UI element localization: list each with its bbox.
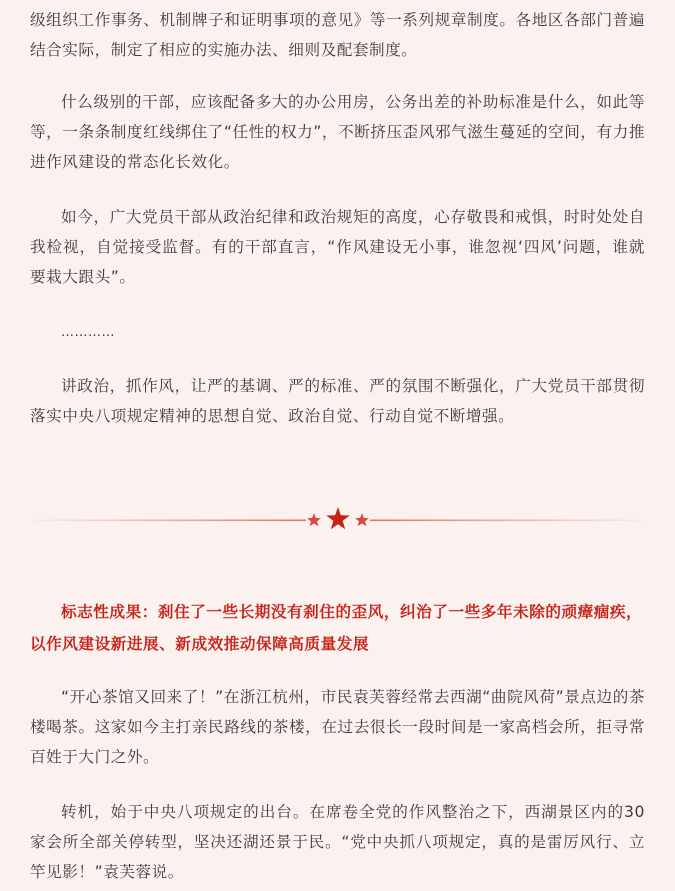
- star-left-icon: [307, 513, 321, 526]
- star-right-icon: [355, 513, 369, 526]
- divider-line-right: [370, 520, 654, 522]
- section-heading: 标志性成果：刹住了一些长期没有刹住的歪风，纠治了一些多年未除的顽瘴痼疾，以作风建设新进展、新成效推动保障高质量发展: [30, 603, 643, 653]
- paragraph-teahouse: “开心茶馆又回来了！”在浙江杭州，市民袁芙蓉经常去西湖“曲院风荷”景点边的茶楼喝茶。这家如今主打亲民路线的茶楼，在过去很长一段时间是一家高档会所，拒寻常百姓于大门之外。: [30, 688, 645, 766]
- paragraph-turning-point: 转机，始于中央八项规定的出台。在席卷全党的作风整治之下，西湖景区内的30家会所全部关停转型，坚决还湖还景于民。“党中央抓八项规定，真的是雷厉风行、立竿见影！”袁芙蓉说。: [30, 803, 645, 881]
- paragraph-regulations: 级组织工作事务、机制牌子和证明事项的意见》等一系列规章制度。各地区各部门普遍结合实际，制定了相应的实施办法、细则及配套制度。: [30, 11, 645, 59]
- ellipsis-separator: …………: [61, 325, 115, 340]
- star-center-icon: [326, 507, 349, 529]
- divider-line-left: [22, 520, 306, 522]
- paragraph-conclusion: 讲政治，抓作风，让严的基调、严的标准、严的氛围不断强化，广大党员干部贯彻落实中央八项规定精神的思想自觉、政治自觉、行动自觉不断增强。: [30, 377, 645, 425]
- paragraph-red-lines: 什么级别的干部，应该配备多大的办公用房，公务出差的补助标准是什么，如此等等，一条条制度红线绑住了“任性的权力”，不断挤压歪风邪气滋生蔓延的空间，有力推进作风建设的常态化长效化。: [30, 93, 645, 171]
- three-stars-icon: [22, 506, 654, 536]
- star-divider: [22, 506, 654, 536]
- paragraph-self-discipline: 如今，广大党员干部从政治纪律和政治规矩的高度，心存敬畏和戒惧，时时处处自我检视，自觉接受监督。有的干部直言，“作风建设无小事，谁忽视‘四风’问题，谁就要栽大跟头”。: [30, 208, 645, 286]
